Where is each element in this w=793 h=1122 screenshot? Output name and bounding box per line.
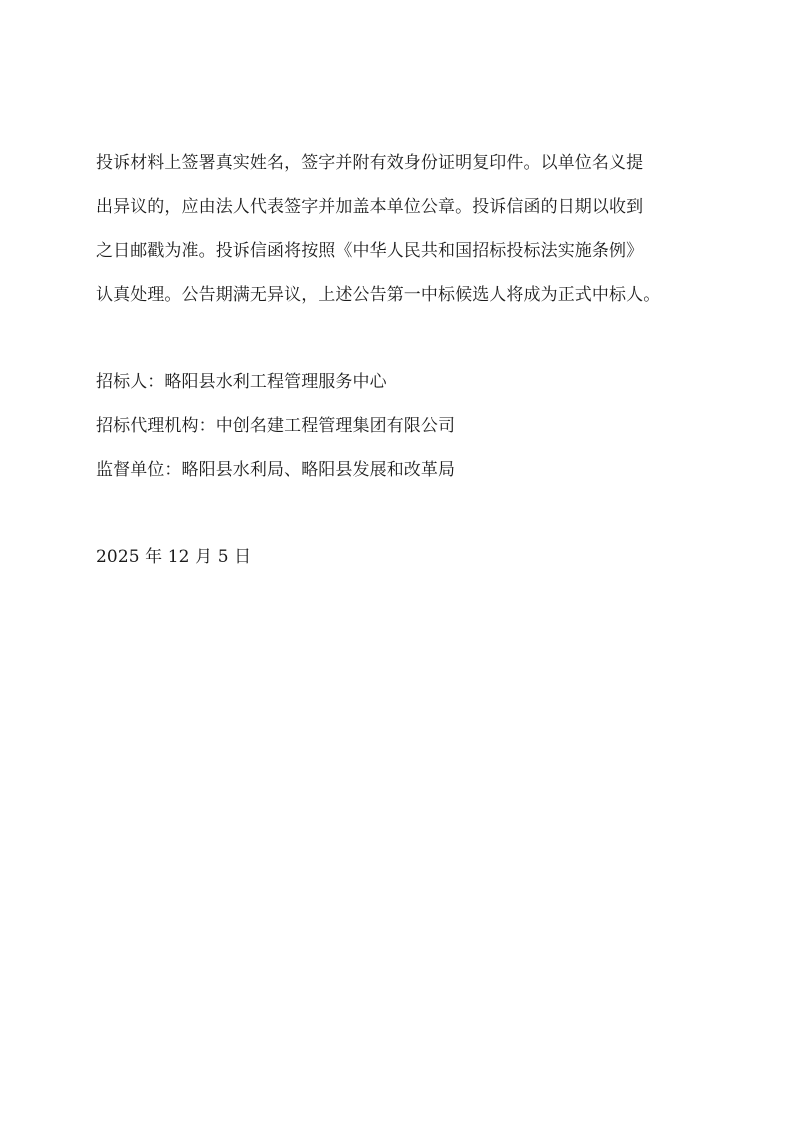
document-date: 2025 年 12 月 5 日 bbox=[96, 547, 252, 567]
paragraph-line-3: 之日邮戳为准。投诉信函将按照《中华人民共和国招标投标法实施条例》 bbox=[96, 241, 644, 261]
paragraph-line-1: 投诉材料上签署真实姓名，签字并附有效身份证明复印件。以单位名义提 bbox=[96, 153, 644, 173]
agency-line: 招标代理机构：中创名建工程管理集团有限公司 bbox=[96, 416, 456, 436]
paragraph-line-4: 认真处理。公告期满无异议，上述公告第一中标候选人将成为正式中标人。 bbox=[96, 285, 661, 305]
paragraph-line-2: 出异议的，应由法人代表签字并加盖本单位公章。投诉信函的日期以收到 bbox=[96, 197, 644, 217]
supervisor-line: 监督单位：略阳县水利局、略阳县发展和改革局 bbox=[96, 460, 456, 480]
tenderer-line: 招标人：略阳县水利工程管理服务中心 bbox=[96, 372, 387, 392]
